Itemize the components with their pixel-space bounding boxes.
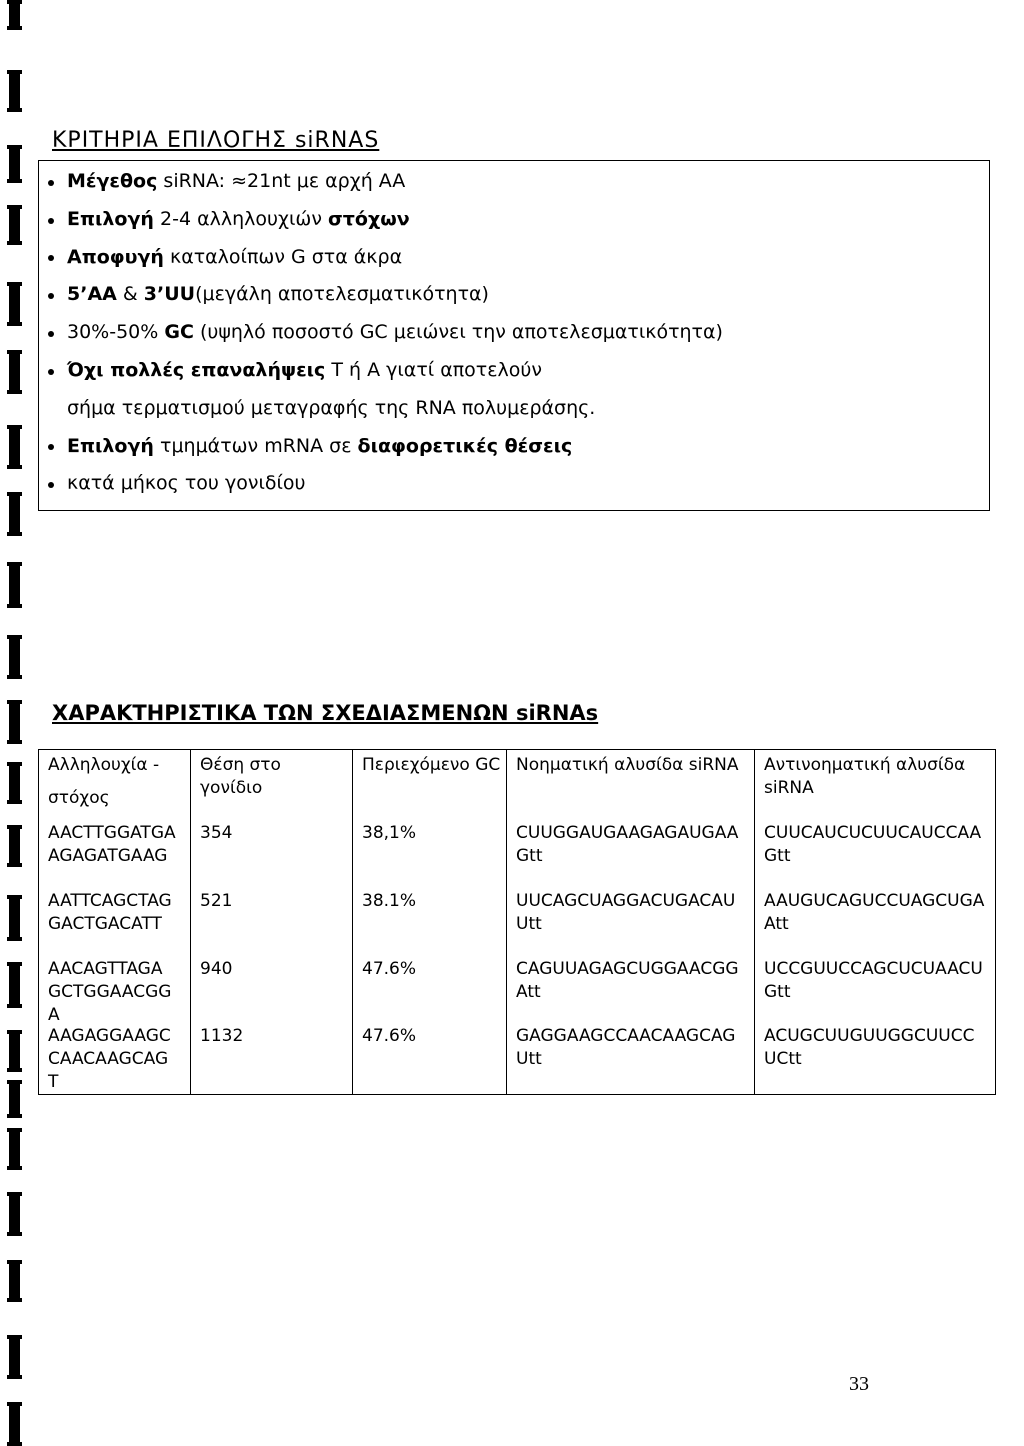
header-line: στόχος [48, 788, 110, 808]
cell-line: UCtt [764, 1049, 802, 1069]
table-cell-position: 354 [191, 818, 353, 886]
binding-mark [9, 350, 20, 394]
cell-line: Gtt [764, 982, 791, 1002]
criteria-list [67, 163, 723, 503]
criteria-keyword: στόχων [327, 207, 410, 230]
criteria-keyword: διαφορετικές θέσεις [357, 434, 573, 457]
header-line: Θέση στο [200, 755, 281, 775]
cell-line: A [48, 1005, 60, 1021]
criteria-keyword: 5’AA [67, 283, 117, 306]
cell-line: UUCAGCUAGGACUGACAU [516, 891, 736, 911]
cell-line: AAGAGGAAGC [48, 1026, 171, 1046]
binding-mark [9, 70, 20, 112]
criteria-text: T ή A γιατί αποτελούν [325, 358, 542, 381]
table-header-cell [39, 750, 191, 818]
binding-mark [9, 1335, 20, 1379]
table-cell-target [39, 818, 191, 886]
header-line: Αλληλουχία - [48, 755, 160, 775]
header-line: Νοηματική αλυσίδα siRNA [516, 755, 739, 775]
criteria-keyword: 3’UU [143, 283, 196, 306]
criteria-title: ΚΡΙΤΗΡΙΑ ΕΠΙΛΟΓΗΣ siRNAS [52, 128, 380, 153]
table-header-cell [755, 750, 995, 818]
cell-line: AACTTGGATGA [48, 823, 176, 843]
criteria-text: (υψηλό ποσοστό GC μειώνει την αποτελεσματικότητα) [193, 321, 723, 344]
criteria-keyword: Επιλογή [67, 207, 154, 230]
binding-mark [9, 1030, 20, 1072]
cell-line: CAGUUAGAGCUGGAACGG [516, 959, 739, 979]
criteria-item [67, 465, 723, 503]
table-cell-target [39, 886, 191, 954]
binding-mark [9, 0, 20, 30]
table-cell-sense [507, 954, 755, 1021]
cell-line: AATTCAGCTAG [48, 891, 172, 911]
table-cell-antisense [755, 886, 995, 954]
cell-line: AGAGATGAAG [48, 846, 168, 866]
binding-mark [9, 1128, 20, 1170]
page-number: 33 [849, 1373, 869, 1395]
binding-mark [9, 825, 20, 867]
criteria-text: (μεγάλη αποτελεσματικότητα) [195, 283, 489, 306]
binding-mark [9, 282, 20, 326]
criteria-item [67, 314, 723, 352]
bullet-icon [48, 369, 54, 375]
criteria-text: καταλοίπων G στα άκρα [163, 245, 403, 268]
criteria-item [67, 163, 723, 201]
table-cell-gc: 47.6% [353, 954, 507, 1021]
table-cell-target [39, 1021, 191, 1094]
header-line: Αντινοηματική αλυσίδα [764, 755, 966, 775]
binding-mark [9, 492, 20, 536]
binding-mark [9, 635, 20, 679]
cell-line: GACTGACATT [48, 914, 162, 934]
criteria-text: τμημάτων mRNA σε [153, 434, 358, 457]
cell-line: Utt [516, 1049, 542, 1069]
binding-mark [9, 145, 20, 183]
cell-line: Gtt [764, 846, 791, 866]
table-header-cell [353, 750, 507, 818]
binding-mark [9, 895, 20, 941]
cell-line: AAUGUCAGUCCUAGCUGA [764, 891, 985, 911]
binding-mark [9, 1080, 20, 1118]
table-cell-position: 521 [191, 886, 353, 954]
table-header-cell [507, 750, 755, 818]
cell-line: GCTGGAACGG [48, 982, 172, 1002]
criteria-item [67, 239, 723, 277]
cell-line: UCCGUUCCAGCUCUAACU [764, 959, 983, 979]
table-header-cell [191, 750, 353, 818]
bullet-icon [48, 218, 54, 224]
binding-mark [9, 1402, 20, 1446]
table-cell-antisense [755, 818, 995, 886]
cell-line: CUUGGAUGAAGAGAUGAA [516, 823, 739, 843]
cell-line: Gtt [516, 846, 543, 866]
criteria-keyword: Αποφυγή [67, 245, 164, 268]
cell-line: CAACAAGCAG [48, 1049, 169, 1069]
criteria-text: siRNA: ≈21nt με αρχή AA [157, 170, 406, 192]
table-cell-antisense [755, 954, 995, 1021]
binding-mark [9, 962, 20, 1008]
table-cell-antisense [755, 1021, 995, 1094]
binding-mark [9, 562, 20, 608]
table-cell-gc: 38,1% [353, 818, 507, 886]
criteria-text: 30%-50% [67, 321, 165, 344]
binding-mark [9, 1192, 20, 1236]
binding-mark [9, 425, 20, 469]
table-cell-sense [507, 1021, 755, 1094]
table-cell-position: 1132 [191, 1021, 353, 1094]
criteria-keyword: GC [164, 321, 194, 344]
criteria-text: κατά μήκος του γονιδίου [67, 472, 306, 495]
header-line: γονίδιο [200, 778, 263, 798]
cell-line: T [48, 1072, 59, 1092]
criteria-keyword: Μέγεθος [67, 170, 158, 192]
table-cell-sense [507, 818, 755, 886]
criteria-item [67, 428, 723, 466]
criteria-keyword: Όχι πολλές επαναλήψεις [67, 358, 326, 381]
criteria-item-continuation [67, 390, 723, 428]
bullet-icon [48, 180, 54, 186]
criteria-item [67, 276, 723, 314]
criteria-text: 2-4 αλληλουχιών [153, 207, 328, 230]
cell-line: CUUCAUCUCUUCAUCCAA [764, 823, 982, 843]
criteria-text: σήμα τερματισμού μεταγραφής της RNA πολυμεράσης. [67, 396, 596, 419]
binding-mark [9, 762, 20, 804]
criteria-item [67, 201, 723, 239]
criteria-keyword: Επιλογή [67, 434, 154, 457]
table-cell-sense [507, 886, 755, 954]
cell-line: AACAGTTAGA [48, 959, 163, 979]
table-cell-gc: 38.1% [353, 886, 507, 954]
binding-mark [9, 205, 20, 245]
binding-mark [9, 700, 20, 744]
cell-line: ACUGCUUGUUGGCUUCC [764, 1026, 975, 1046]
header-line: Περιεχόμενο GC [362, 755, 501, 775]
sirna-table [38, 749, 996, 1095]
criteria-item [67, 352, 723, 390]
binding-mark [9, 1260, 20, 1302]
cell-line: Att [764, 914, 789, 934]
table-cell-position: 940 [191, 954, 353, 1021]
designed-title: ΧΑΡΑΚΤΗΡΙΣΤΙΚΑ ΤΩΝ ΣΧΕΔΙΑΣΜΕΝΩΝ siRNAs [52, 701, 599, 725]
table-cell-target [39, 954, 191, 1021]
criteria-text: & [116, 283, 144, 306]
cell-line: GAGGAAGCCAACAAGCAG [516, 1026, 736, 1046]
table-cell-gc: 47.6% [353, 1021, 507, 1094]
cell-line: Att [516, 982, 541, 1002]
cell-line: Utt [516, 914, 542, 934]
header-line: siRNA [764, 778, 814, 798]
